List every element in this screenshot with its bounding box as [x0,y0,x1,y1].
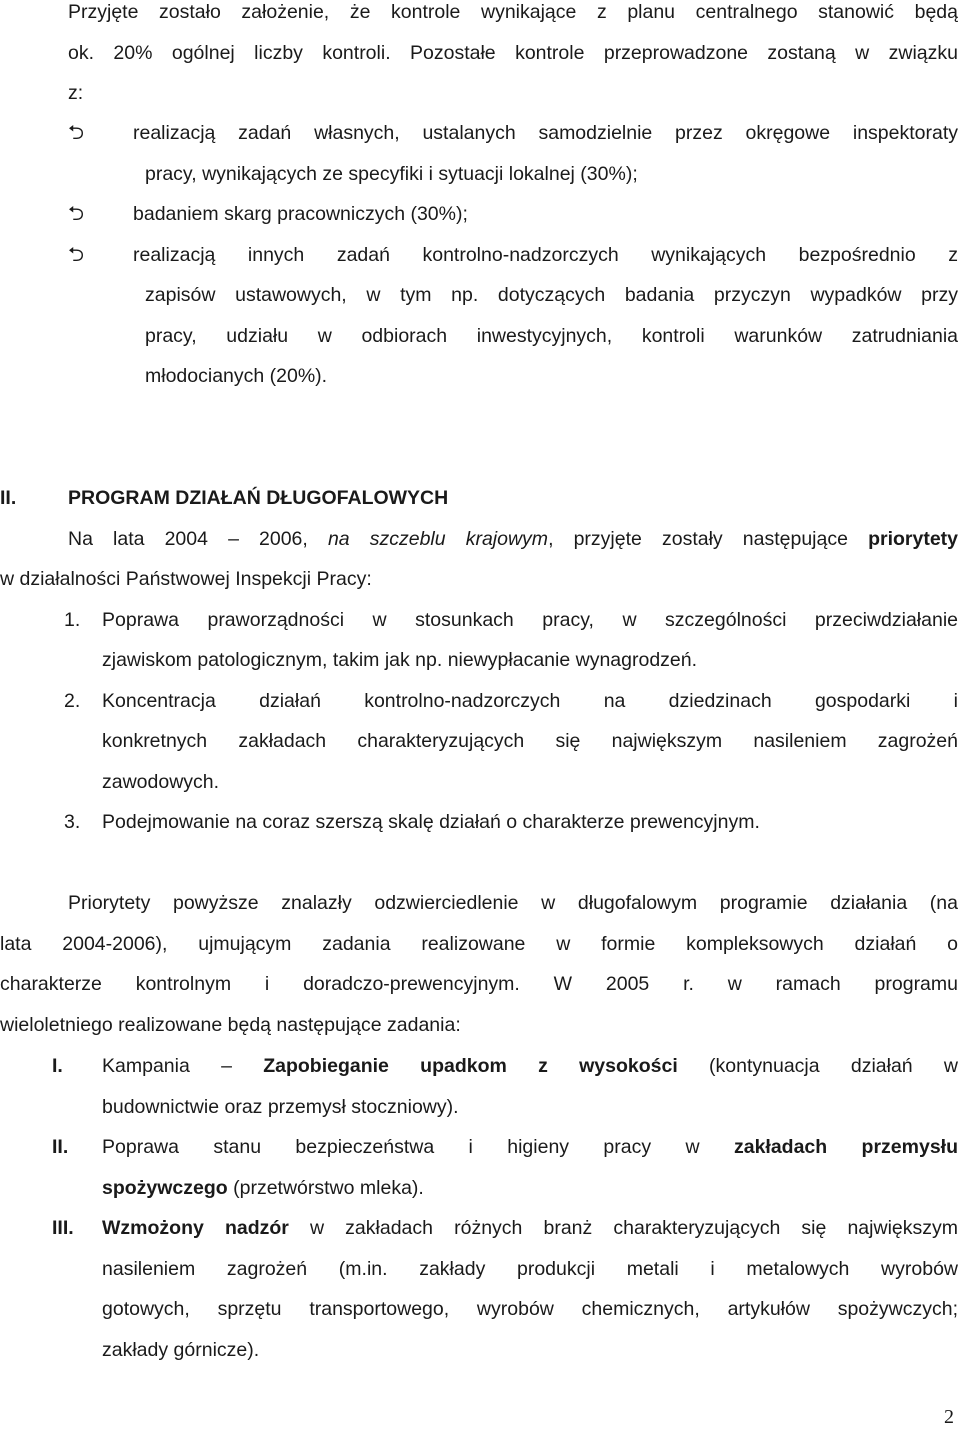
bullet-1-line-2: pracy, wynikających ze specyfiki i sytuacji lokalnej (30%); [145,163,638,185]
bullet-2-line-1: badaniem skarg pracowniczych (30%); [133,203,468,225]
priority-2-line-2: konkretnych zakładach charakteryzujących się największym nasileniem zagrożeń [102,730,958,752]
paragraph-2-line-3: charakterze kontrolnym i doradczo-prewencyjnym. W 2005 r. w ramach programu [0,973,958,995]
priority-1-line-2: zjawiskom patologicznym, takim jak np. niewypłacanie wynagrodzeń. [102,649,698,671]
task-1-line-2: budownictwie oraz przemysł stoczniowy). [102,1096,459,1118]
priority-2-line-3: zawodowych. [102,771,220,793]
bullet-3-line-3: pracy, udziału w odbiorach inwestycyjnych, kontroli warunków zatrudniania [145,325,958,347]
task-1-bold: Zapobieganie upadkom z wysokości [263,1055,678,1077]
priority-1-number: 1. [64,609,81,631]
intro-line-3: z: [68,82,84,104]
task-3-line-4: zakłady górnicze). [102,1339,260,1361]
task-2-line-1 [102,1135,958,1159]
priority-1-line-1: Poprawa praworządności w stosunkach pracy, w szczególności przeciwdziałanie [102,609,958,631]
bullet-3-line-2: zapisów ustawowych, w tym np. dotyczących badania przyczyn wypadków przy [145,284,958,306]
paragraph-2-line-1: Priorytety powyższe znalazły odzwierciedlenie w długofalowym programie działania (na [68,892,958,914]
task-2-pre: Poprawa stanu bezpieczeństwa i higieny pracy w [102,1136,700,1158]
task-2-bold-2: spożywczego [102,1177,228,1199]
section-paragraph-pre: Na lata 2004 – 2006, [68,528,308,550]
task-2-line-2 [102,1176,424,1200]
bullet-3-line-4: młodocianych (20%). [145,365,328,387]
hooked-arrow-icon: ⮌ [68,244,85,266]
bullet-3-line-1: realizacją innych zadań kontrolno-nadzorczych wynikających bezpośrednio z [133,244,958,266]
hooked-arrow-icon: ⮌ [68,122,85,144]
task-1-line-1 [102,1054,958,1078]
hooked-arrow-icon: ⮌ [68,203,85,225]
task-2-bold: zakładach przemysłu [733,1136,959,1158]
section-paragraph-line-2: w działalności Państwowej Inspekcji Pracy: [0,568,372,590]
section-paragraph-line-1 [68,527,958,551]
task-2-post: (przetwórstwo mleka). [233,1177,424,1199]
paragraph-2-line-2: lata 2004-2006), ujmującym zadania realizowane w formie kompleksowych działań o [0,933,958,955]
task-3-post: w zakładach różnych branż charakteryzujących się największym [309,1217,958,1239]
task-2-number: II. [52,1136,69,1158]
paragraph-2-line-4: wieloletniego realizowane będą następujące zadania: [0,1014,461,1036]
priority-3-line-1: Podejmowanie na coraz szerszą skalę działań o charakterze prewencyjnym. [102,811,760,833]
page-number: 2 [944,1406,954,1428]
section-paragraph-italic: na szczeblu krajowym [327,528,549,550]
task-3-line-1 [102,1216,958,1240]
priority-2-line-1: Koncentracja działań kontrolno-nadzorczych na dziedzinach gospodarki i [102,690,958,712]
task-3-line-2: nasileniem zagrożeń (m.in. zakłady produkcji metali i metalowych wyrobów [102,1258,958,1280]
section-number: II. [0,487,17,509]
task-1-number: I. [52,1055,63,1077]
section-title: PROGRAM DZIAŁAŃ DŁUGOFALOWYCH [68,487,449,509]
task-1-pre: Kampania – [102,1055,232,1077]
priority-3-number: 3. [64,811,81,833]
bullet-1-line-1: realizacją zadań własnych, ustalanych samodzielnie przez okręgowe inspektoraty [133,122,958,144]
priority-2-number: 2. [64,690,81,712]
task-3-bold: Wzmożony nadzór [102,1217,289,1239]
intro-line-2: ok. 20% ogólnej liczby kontroli. Pozostałe kontrole przeprowadzone zostaną w związku [68,42,958,64]
section-paragraph-mid: , przyjęte zostały następujące [548,528,848,550]
task-3-line-3: gotowych, sprzętu transportowego, wyrobów chemicznych, artykułów spożywczych; [102,1298,958,1320]
task-3-number: III. [52,1217,74,1239]
section-paragraph-bold: priorytety [868,528,959,550]
intro-line-1: Przyjęte zostało założenie, że kontrole wynikające z planu centralnego stanowić będą [68,1,958,23]
task-1-post: (kontynuacja działań w [709,1055,959,1077]
